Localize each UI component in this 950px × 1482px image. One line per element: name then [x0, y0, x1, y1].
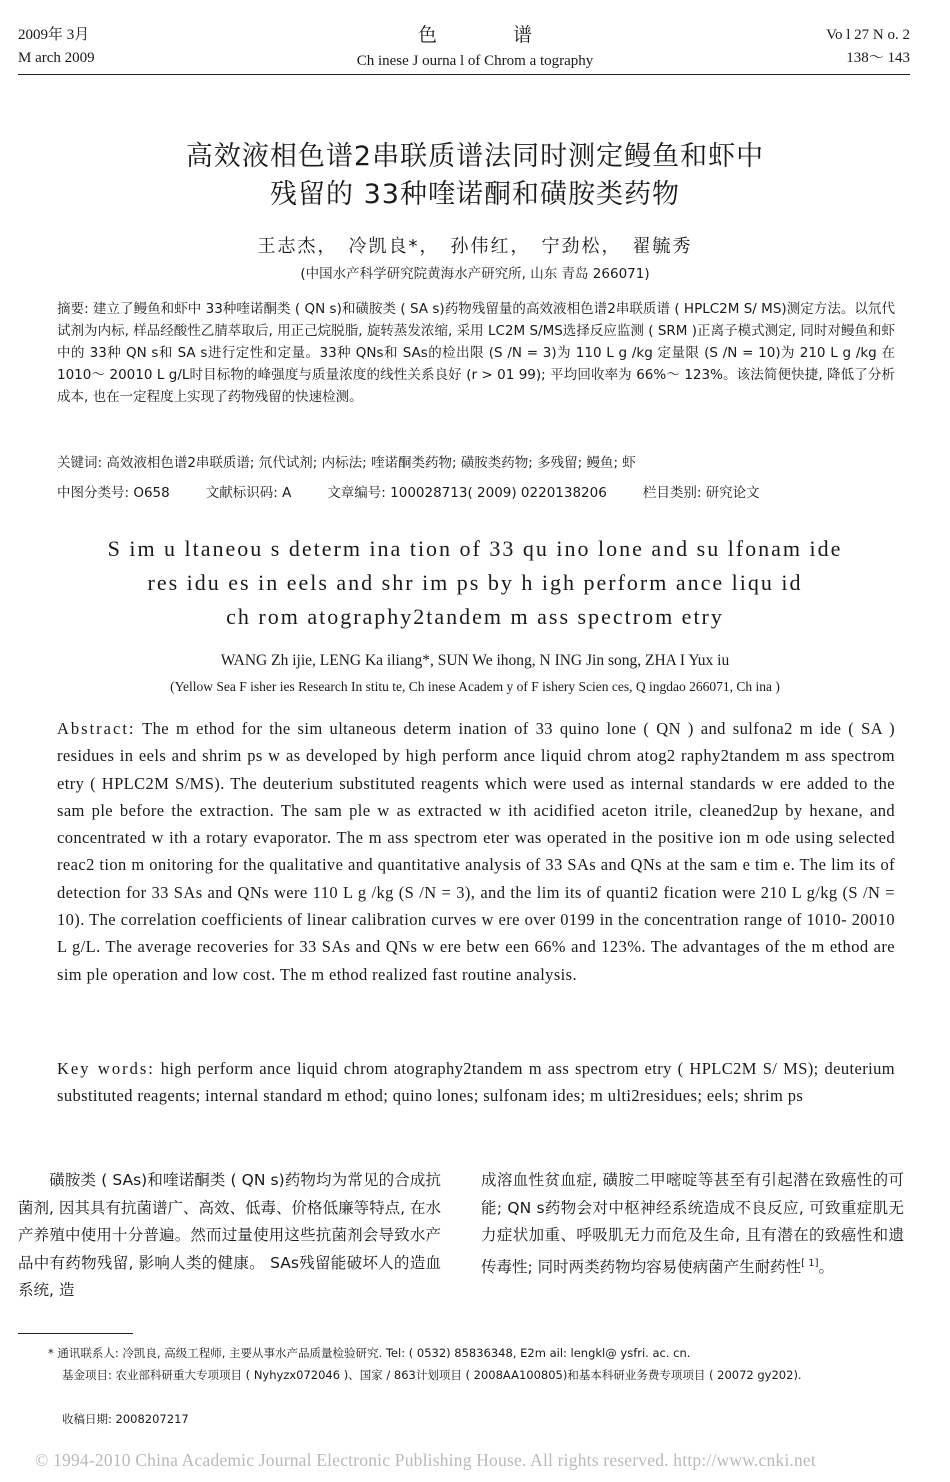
header-volume: Vo l 27 N o. 2 [826, 27, 910, 43]
title-cn-line1: 高效液相色谱2串联质谱法同时测定鳗鱼和虾中 [185, 141, 765, 172]
clc-number: 中图分类号: O658 [57, 485, 170, 501]
affiliation-cn: (中国水产科学研究院黄海水产研究所, 山东 青岛 266071) [300, 266, 650, 282]
footnote-rule [18, 1333, 133, 1334]
authors-en: WANG Zh ijie, LENG Ka iliang*, SUN We ihong, N ING Jin song, ZHA I Yux iu [220, 652, 730, 669]
title-en-line2: res idu es in eels and shr im ps by h igh perform ance liqu id [147, 570, 803, 595]
keywords-en-label: Key words: [57, 1059, 155, 1078]
abstract-en [57, 715, 895, 988]
keywords-en-text: high perform ance liquid chrom atography2tandem m ass spectrom etry ( HPLC2M S/ MS); deuterium substituted reagents; internal standard m ethod; quino lones; sulfonam ides; m ulti2residues; eels; shrim ps [57, 1059, 896, 1106]
copyright-notice: © 1994-2010 China Academic Journal Electronic Publishing House. All rights reserved. http://www.cnki.net [35, 1450, 816, 1470]
body-right-text: 成溶血性贫血症, 磺胺二甲嘧啶等甚至有引起潜在致癌性的可能; QN s药物会对中枢神经系统造成不良反应, 可致重症肌无力症状加重、呼吸肌无力而危及生命, 且有潜在的致癌性和遗传毒性; 同时两类药物均容易使病菌产生耐药性 [481, 1171, 904, 1276]
body-left-column: 磺胺类 ( SAs)和喹诺酮类 ( QN s)药物均为常见的合成抗菌剂, 因其具有抗菌谱广、高效、低毒、价格低廉等特点, 在水产养殖中使用十分普遍。然而过量使用这些抗菌剂会导致水产品中有药物残留, 影响人类的健康。 SAs残留能破坏人的造血系统, 造 [18, 1171, 441, 1300]
document-code: 文献标识码: A [205, 485, 292, 501]
article-number: 文章编号: 100028713( 2009) 0220138206 [327, 485, 607, 501]
keywords-en [57, 1055, 895, 1110]
abstract-cn: 摘要: 建立了鳗鱼和虾中 33种喹诺酮类 ( QN s)和磺胺类 ( SA s)药物残留量的高效液相色谱2串联质谱 ( HPLC2M S/ MS)测定方法。以氘代试剂为内标, 样品经酸性乙腈萃取后, 用正己烷脱脂, 旋转蒸发浓缩, 采用 LC2M S/MS选择反应监测 ( SRM )正离子模式测定, 同时对鳗鱼和虾中的 33种 QN s和 SA s进行定性和定量。33种 QNs和 SAs的检出限 (S /N = 3)为 110 L g /kg 定量限 (S /N = 10)为 210 L g /kg 在 1010～ 20010 L g/L时目标物的峰强度与质量浓度的线性关系良好 (r > 01 99); 平均回收率为 66%～ 123%。该法简便快捷, 降低了分析成本, 也在一定程度上实现了药物残留的快速检测。 [57, 301, 895, 405]
title-en-line1: S im u ltaneou s determ ina tion of 33 qu ino lone and su lfonam ide [107, 536, 843, 561]
reference-marker: [ 1] [801, 1257, 819, 1269]
affiliation-en: (Yellow Sea F isher ies Research In stitu te, Ch inese Academ y of F ishery Scien ces, Q ingdao 266071, Ch ina ) [170, 679, 780, 694]
abstract-en-text: The m ethod for the sim ultaneous determ ination of 33 quino lone ( QN ) and sulfona2 m ide ( SA ) residues in eels and shrim ps w as developed by high perform ance liquid chrom atog2 raphy2tandem m ass spectrom etry ( HPLC2M S/MS). The deuterium substituted reagents which were used as internal standards w ere added to the sam ple before the extraction. The sam ple w as extracted w ith acidified aceton itrile, cleaned2up by hexane, and concentrated w ith a rotary evaporator. The m ass spectrom eter was operated in the positive ion m ode using selected reac2 tion m onitoring for the qualitative and quantitative analysis of 33 SAs and QNs at the sam e tim e. The lim its of detection for 33 SAs and QNs were 110 L g /kg (S /N = 3), and the lim its of quanti2 fication were 210 L g/kg (S /N = 10). The correlation coefficients of linear calibration curves w ere over 0199 in the concentration range of 1010- 20010 L g/L. The average recoveries for 33 SAs and QNs w ere betw een 66% and 123%. The advantages of the m ethod are sim ple operation and low cost. The m ethod realized fast routine analysis. [57, 719, 895, 984]
abstract-en-label: Abstract: [57, 719, 136, 738]
header-pages: 138～ 143 [846, 50, 910, 66]
body-right-column [481, 1167, 904, 1282]
title-en-line3: ch rom atography2tandem m ass spectrom etry [226, 604, 724, 629]
body-right-tail: 。 [818, 1257, 835, 1276]
header-date-cn: 2009年 3月 [18, 27, 90, 43]
title-cn-line2: 残留的 33种喹诺酮和磺胺类药物 [270, 179, 680, 210]
header-date-en: M arch 2009 [18, 50, 95, 66]
column-category: 栏目类别: 研究论文 [642, 485, 760, 501]
header-rule [18, 74, 910, 75]
footnote-corresponding: * 通讯联系人: 冷凯良, 高级工程师, 主要从事水产品质量检验研究. Tel: ( 0532) 85836348, E2m ail: lengkl@ ysfri. ac. cn. [48, 1346, 691, 1360]
keywords-cn: 关键词: 高效液相色谱2串联质谱; 氘代试剂; 内标法; 喹诺酮类药物; 磺胺类药物; 多残留; 鳗鱼; 虾 [57, 455, 636, 471]
header-journal-cn: 色 谱 [417, 24, 532, 46]
header-journal-en: Ch inese J ourna l of Chrom a tography [356, 53, 594, 69]
authors-cn: 王志杰， 冷凯良*， 孙伟红， 宁劲松， 翟毓秀 [257, 236, 693, 257]
classification-row [57, 481, 895, 501]
footnote-received: 收稿日期: 2008207217 [62, 1412, 189, 1426]
footnote-funding: 基金项目: 农业部科研重大专项项目 ( Nyhyzx072046 )、国家 / 863计划项目 ( 2008AA100805)和基本科研业务费专项项目 ( 20072 gy202). [62, 1368, 802, 1382]
